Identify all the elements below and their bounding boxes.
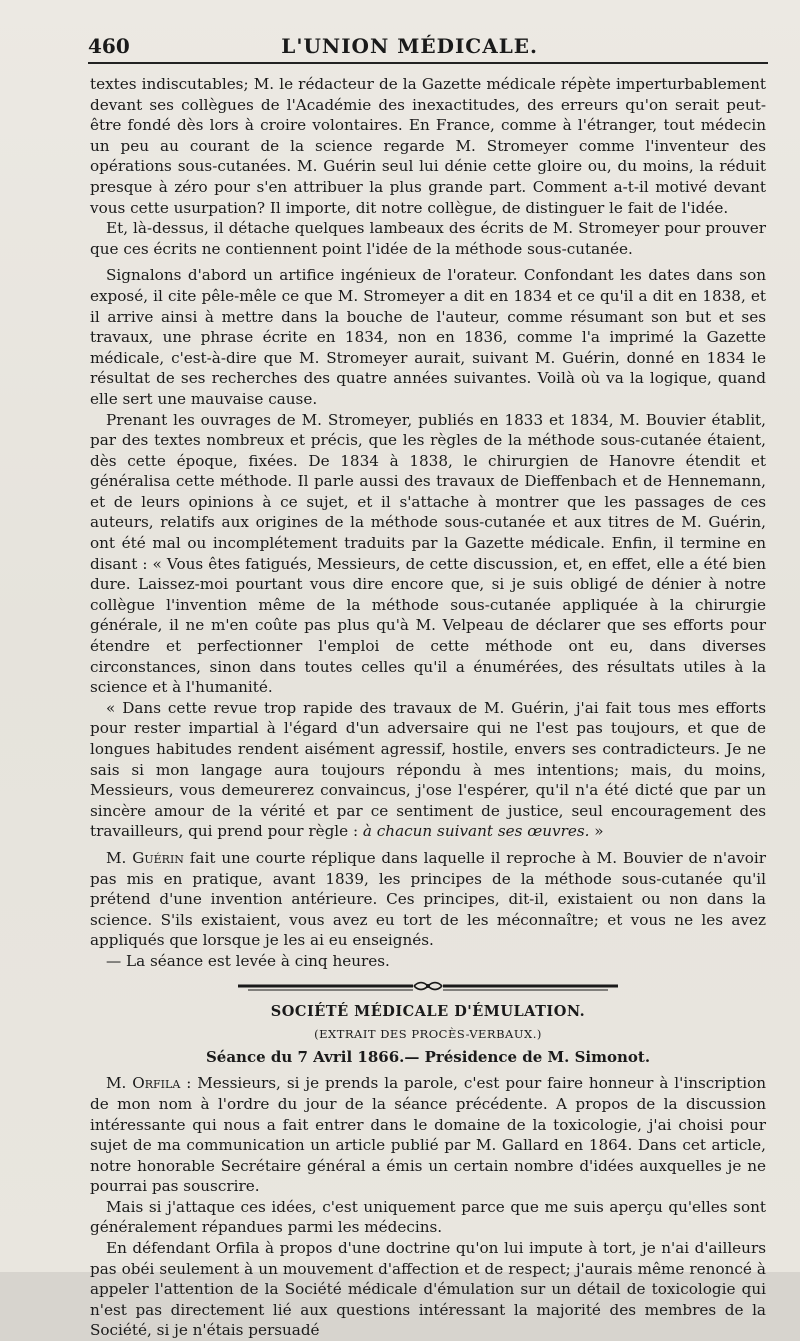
section-title: SOCIÉTÉ MÉDICALE D'ÉMULATION. [270, 1002, 586, 1020]
closing-line: — La séance est levée à cinq heures. [106, 951, 390, 970]
speech-text: : Messieurs, si je prends la parole, c'est pour faire honneur à l'inscription de mon nom à l'ordre du jour de la séance précédente. A propos de la discussion intéressante qui nous a fait entrer dans le domaine de la toxicologie, j'ai choisi pour sujet de ma communication un article publié par M. Gallard en 1864. Dans cet article, notre honorable Secrétaire général a émis un certain nombre d'idées auxquelles je ne pourrai pas souscrire. [90, 1074, 767, 1196]
paragraph: Prenant les ouvrages de M. Stromeyer, publiés en 1833 et 1834, M. Bouvier établit, par des textes nombreux et précis, que les règles de la méthode sous-cutanée étaient, dès cette époque, fixées. De 1834 à 1838, le chirurgien de Hanovre étendit et généralisa cette méthode. Il parle aussi des travaux de Dieffenbach et de Hennemann, et de leurs opinions à ce sujet, et il s'attache à montrer que les passages de ces auteurs, relatifs aux origines de la méthode sous-cutanée et aux titres de M. Guérin, ont été mal ou incomplétement traduits par la Gazette médicale. Enfin, il termine en disant : « Vous êtes fatigués, Messieurs, de cette discussion, et, en effet, elle a été bien dure. Laissez-moi pourtant vous dire encore que, si je suis obligé de dénier à notre collègue l'invention même de la méthode sous-cutanée appliquée à la chirurgie générale, il ne m'en coûte pas plus qu'à M. Velpeau de déclarer que ses efforts pour étendre et perfectionner l'emploi de cette méthode ont eu, dans diverses circonstances, sinon dans toutes celles qu'il a énumérées, des résultats utiles à la science et à l'humanité. [90, 410, 766, 697]
speech-paragraph [90, 1073, 766, 1197]
page-header [88, 28, 768, 58]
journal-title: L'UNION MÉDICALE. [281, 34, 538, 58]
paragraph: Et, là-dessus, il détache quelques lambeaux des écrits de M. Stromeyer pour prouver que ces écrits ne contiennent point l'idée de la méthode sous-cutanée. [90, 219, 766, 258]
header-rule [88, 62, 768, 64]
speaker-name: M. Orfila [106, 1074, 181, 1093]
page-number: 460 [88, 34, 130, 58]
ornament-rule [238, 978, 618, 994]
reply-text: fait une courte réplique dans laquelle il reproche à M. Bouvier de n'avoir pas mis en pratique, avant 1839, les principes de la méthode sous-cutanée qu'il prétend d'une invention antérieure. Ces principes, dit-il, existaient ou non dans la science. S'ils existaient, vous avez eu tort de les méconnaître; et vous ne les avez appliqués que lorsque je les ai eu enseignés. [90, 848, 766, 950]
session-info: Séance du 7 Avril 1866.— Présidence de M. Simonot. [205, 1047, 651, 1066]
quote-paragraph [90, 698, 766, 842]
article-body [90, 74, 766, 1341]
paragraph: Signalons d'abord un artifice ingénieux de l'orateur. Confondant les dates dans son exposé, il cite pêle-mêle ce que M. Stromeyer a dit en 1834 et ce qu'il a dit en 1838, et il arrive ainsi à mettre dans la bouche de l'auteur, comme résumant son but et ses travaux, une phrase écrite en 1834, non en 1836, comme l'a imprimé la Gazette médicale, c'est-à-dire que M. Stromeyer aurait, suivant M. Guérin, donné en 1834 le résultat de ses recherches des quatre années suivantes. Voilà où va la logique, quand elle sert une mauvaise cause. [90, 266, 766, 408]
paragraph: En défendant Orfila à propos d'une doctrine qu'on lui impute à tort, je n'ai d'ailleurs pas obéi seulement à un mouvement d'affection et de respect; j'aurais même renoncé à appeler l'attention de la Société médicale d'émulation sur un détail de toxicologie qui n'est pas directement lié aux questions intéressant la majorité des membres de la Société, si je n'étais persuadé [90, 1239, 766, 1340]
reply-paragraph [90, 848, 766, 951]
quote-text: « Dans cette revue trop rapide des travaux de M. Guérin, j'ai fait tous mes efforts pour rester impartial à l'égard d'un adversaire qui ne l'est pas toujours, et que de longues habitudes rendent aisément agressif, hostile, envers ses contradicteurs. Je ne sais si mon langage aura toujours répondu à mes intentions; mais, du moins, Messieurs, vous demeurerez convaincus, j'ose l'espérer, qu'il n'a été dicté que par un sincère amour de la vérité et par ce sentiment de justice, seul encouragement des travailleurs, qui prend pour règle : [90, 698, 766, 841]
quote-close: » [589, 822, 604, 841]
paragraph: Mais si j'attaque ces idées, c'est uniquement parce que me suis aperçu qu'elles sont généralement répandues parmi les médecins. [90, 1197, 766, 1237]
section-divider-ornament [90, 978, 766, 994]
paragraph: textes indiscutables; M. le rédacteur de la Gazette médicale répète imperturbablement devant ses collègues de l'Académie des inexactitudes, des erreurs qu'on serait peut-être fondé dès lors à croire volontaires. En France, comme à l'étranger, tout médecin un peu au courant de la science regarde M. Stromeyer comme l'inventeur des opérations sous-cutanées. M. Guérin seul lui dénie cette gloire ou, du moins, la réduit presque à zéro pour s'en attribuer la plus grande part. Comment a-t-il motivé devant vous cette usurpation? Il importe, dit notre collègue, de distinguer le fait de l'idée. [90, 75, 766, 217]
speaker-name: M. Guérin [106, 848, 184, 867]
section-subtitle: (EXTRAIT DES PROCÈS-VERBAUX.) [314, 1027, 542, 1042]
quote-motto: à chacun suivant ses œuvres. [362, 822, 590, 841]
